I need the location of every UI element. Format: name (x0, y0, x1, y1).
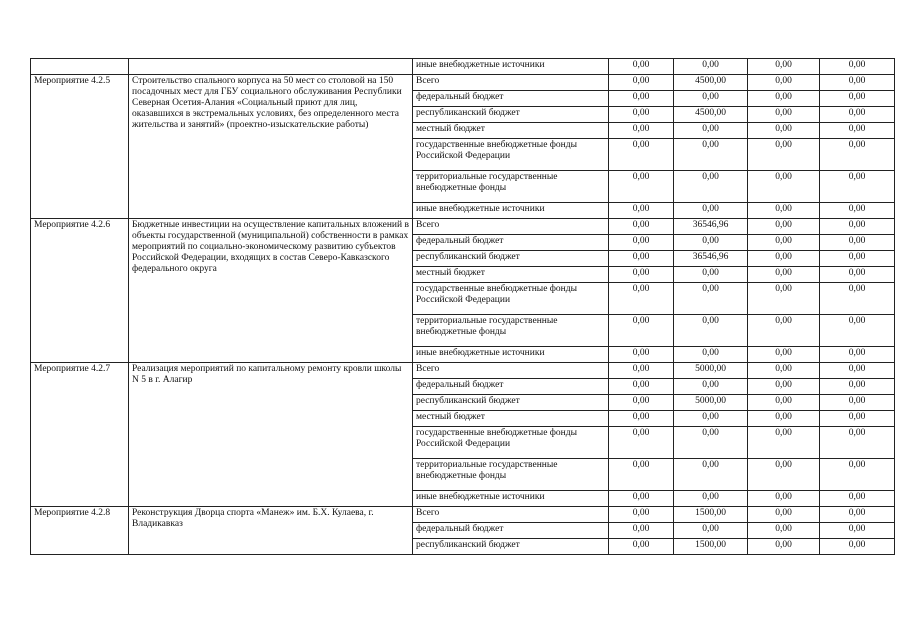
table-row (31, 75, 895, 91)
amount-cell: 0,00 (609, 491, 674, 507)
amount-cell: 0,00 (674, 203, 748, 219)
amount-cell: 0,00 (609, 395, 674, 411)
amount-cell: 0,00 (748, 75, 820, 91)
empty-code-cell (31, 59, 129, 75)
amount-cell: 0,00 (748, 219, 820, 235)
funding-source-cell: местный бюджет (413, 123, 609, 139)
amount-cell: 0,00 (674, 171, 748, 203)
funding-source-cell: республиканский бюджет (413, 395, 609, 411)
amount-cell: 0,00 (674, 235, 748, 251)
table-row (31, 507, 895, 523)
budget-table-body (31, 59, 895, 555)
amount-cell: 0,00 (820, 59, 895, 75)
amount-cell: 0,00 (820, 91, 895, 107)
amount-cell: 0,00 (674, 523, 748, 539)
amount-cell: 0,00 (674, 427, 748, 459)
funding-source-cell: республиканский бюджет (413, 539, 609, 555)
amount-cell: 5000,00 (674, 363, 748, 379)
amount-cell: 0,00 (820, 107, 895, 123)
amount-cell: 0,00 (674, 283, 748, 315)
amount-cell: 5000,00 (674, 395, 748, 411)
amount-cell: 0,00 (820, 427, 895, 459)
funding-source-cell: государственные внебюджетные фонды Российской Федерации (413, 283, 609, 315)
amount-cell: 0,00 (609, 523, 674, 539)
amount-cell: 0,00 (748, 235, 820, 251)
amount-cell: 4500,00 (674, 75, 748, 91)
funding-source-cell: территориальные государственные внебюджетные фонды (413, 459, 609, 491)
funding-source-cell: федеральный бюджет (413, 235, 609, 251)
amount-cell: 0,00 (609, 235, 674, 251)
amount-cell: 0,00 (609, 411, 674, 427)
amount-cell: 0,00 (748, 523, 820, 539)
funding-source-cell: Всего (413, 363, 609, 379)
amount-cell: 0,00 (609, 427, 674, 459)
funding-source-cell: местный бюджет (413, 267, 609, 283)
funding-source-cell: федеральный бюджет (413, 379, 609, 395)
amount-cell: 36546,96 (674, 219, 748, 235)
amount-cell: 0,00 (609, 347, 674, 363)
amount-cell: 0,00 (820, 491, 895, 507)
table-row (31, 219, 895, 235)
empty-title-cell (129, 59, 413, 75)
funding-source-cell: государственные внебюджетные фонды Российской Федерации (413, 427, 609, 459)
amount-cell: 0,00 (609, 139, 674, 171)
amount-cell: 0,00 (820, 347, 895, 363)
amount-cell: 0,00 (748, 139, 820, 171)
amount-cell: 0,00 (748, 411, 820, 427)
funding-source-cell: федеральный бюджет (413, 91, 609, 107)
amount-cell: 0,00 (609, 539, 674, 555)
amount-cell: 0,00 (748, 427, 820, 459)
amount-cell: 0,00 (748, 59, 820, 75)
amount-cell: 0,00 (748, 283, 820, 315)
event-title-cell: Реконструкция Дворца спорта «Манеж» им. Б.Х. Кулаева, г. Владикавказ (129, 507, 413, 555)
funding-source-cell: республиканский бюджет (413, 107, 609, 123)
amount-cell: 0,00 (748, 363, 820, 379)
amount-cell: 0,00 (609, 363, 674, 379)
amount-cell: 0,00 (748, 171, 820, 203)
amount-cell: 0,00 (820, 235, 895, 251)
amount-cell: 0,00 (609, 219, 674, 235)
event-title-cell: Реализация мероприятий по капитальному ремонту кровли школы N 5 в г. Алагир (129, 363, 413, 507)
amount-cell: 0,00 (609, 267, 674, 283)
amount-cell: 0,00 (609, 59, 674, 75)
amount-cell: 0,00 (820, 203, 895, 219)
funding-source-cell: территориальные государственные внебюджетные фонды (413, 171, 609, 203)
amount-cell: 0,00 (748, 347, 820, 363)
amount-cell: 0,00 (820, 379, 895, 395)
amount-cell: 0,00 (820, 315, 895, 347)
amount-cell: 0,00 (609, 251, 674, 267)
amount-cell: 0,00 (674, 379, 748, 395)
amount-cell: 0,00 (820, 395, 895, 411)
amount-cell: 0,00 (820, 411, 895, 427)
amount-cell: 0,00 (674, 59, 748, 75)
amount-cell: 0,00 (820, 139, 895, 171)
amount-cell: 0,00 (748, 267, 820, 283)
event-title-cell: Бюджетные инвестиции на осуществление капитальных вложений в объекты государственной (муниципальной) собственности в рамках мероприятий по социально-экономическому развитию субъектов Российской Федерации, входящих в состав Северо-Кавказского федерального округа (129, 219, 413, 363)
event-code-cell: Мероприятие 4.2.8 (31, 507, 129, 555)
amount-cell: 1500,00 (674, 539, 748, 555)
amount-cell: 0,00 (609, 203, 674, 219)
amount-cell: 0,00 (674, 91, 748, 107)
amount-cell: 0,00 (820, 507, 895, 523)
amount-cell: 0,00 (748, 203, 820, 219)
amount-cell: 0,00 (674, 123, 748, 139)
amount-cell: 0,00 (820, 523, 895, 539)
amount-cell: 0,00 (609, 75, 674, 91)
funding-source-cell: федеральный бюджет (413, 523, 609, 539)
amount-cell: 0,00 (609, 379, 674, 395)
amount-cell: 0,00 (609, 171, 674, 203)
amount-cell: 0,00 (609, 507, 674, 523)
amount-cell: 0,00 (820, 283, 895, 315)
budget-table (30, 58, 895, 555)
amount-cell: 0,00 (820, 539, 895, 555)
funding-source-cell: государственные внебюджетные фонды Российской Федерации (413, 139, 609, 171)
amount-cell: 0,00 (820, 75, 895, 91)
amount-cell: 4500,00 (674, 107, 748, 123)
funding-source-cell: иные внебюджетные источники (413, 347, 609, 363)
amount-cell: 0,00 (609, 315, 674, 347)
funding-source-cell: иные внебюджетные источники (413, 491, 609, 507)
amount-cell: 0,00 (748, 91, 820, 107)
amount-cell: 0,00 (748, 251, 820, 267)
funding-source-cell: Всего (413, 507, 609, 523)
amount-cell: 0,00 (674, 139, 748, 171)
amount-cell: 0,00 (609, 283, 674, 315)
amount-cell: 0,00 (820, 459, 895, 491)
event-code-cell: Мероприятие 4.2.6 (31, 219, 129, 363)
funding-source-cell: Всего (413, 219, 609, 235)
amount-cell: 0,00 (820, 171, 895, 203)
funding-source-cell: местный бюджет (413, 411, 609, 427)
table-row (31, 363, 895, 379)
event-code-cell: Мероприятие 4.2.7 (31, 363, 129, 507)
funding-source-cell: территориальные государственные внебюджетные фонды (413, 315, 609, 347)
funding-source-cell: иные внебюджетные источники (413, 59, 609, 75)
amount-cell: 1500,00 (674, 507, 748, 523)
amount-cell: 0,00 (748, 507, 820, 523)
amount-cell: 0,00 (748, 459, 820, 491)
amount-cell: 0,00 (609, 459, 674, 491)
amount-cell: 0,00 (820, 219, 895, 235)
amount-cell: 0,00 (748, 379, 820, 395)
amount-cell: 0,00 (820, 123, 895, 139)
event-code-cell: Мероприятие 4.2.5 (31, 75, 129, 219)
amount-cell: 0,00 (748, 107, 820, 123)
amount-cell: 0,00 (748, 315, 820, 347)
amount-cell: 0,00 (820, 363, 895, 379)
funding-source-cell: республиканский бюджет (413, 251, 609, 267)
amount-cell: 0,00 (609, 91, 674, 107)
event-title-cell: Строительство спального корпуса на 50 мест со столовой на 150 посадочных мест для ГБУ социального обслуживания Республики Северная Осетия-Алания «Социальный приют для лиц, оказавшихся в экстремальных условиях, без определенного места жительства и занятий» (проектно-изыскательские работы) (129, 75, 413, 219)
amount-cell: 0,00 (748, 491, 820, 507)
funding-source-cell: Всего (413, 75, 609, 91)
amount-cell: 0,00 (609, 123, 674, 139)
amount-cell: 0,00 (674, 315, 748, 347)
amount-cell: 0,00 (820, 251, 895, 267)
amount-cell: 0,00 (674, 347, 748, 363)
funding-source-cell: иные внебюджетные источники (413, 203, 609, 219)
amount-cell: 0,00 (748, 123, 820, 139)
amount-cell: 0,00 (674, 267, 748, 283)
amount-cell: 0,00 (674, 491, 748, 507)
amount-cell: 0,00 (820, 267, 895, 283)
amount-cell: 0,00 (674, 459, 748, 491)
amount-cell: 0,00 (674, 411, 748, 427)
amount-cell: 0,00 (748, 395, 820, 411)
table-row (31, 59, 895, 75)
amount-cell: 0,00 (748, 539, 820, 555)
amount-cell: 36546,96 (674, 251, 748, 267)
amount-cell: 0,00 (609, 107, 674, 123)
